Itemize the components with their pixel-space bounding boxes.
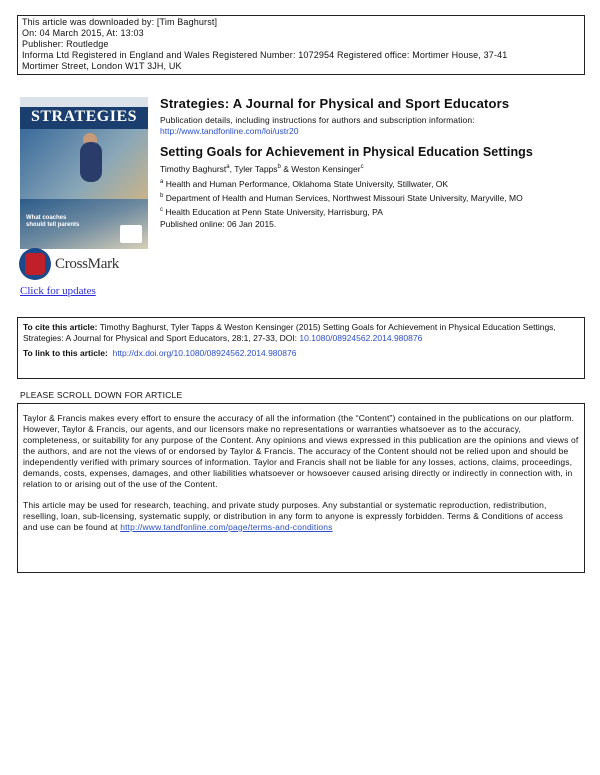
journal-name: Strategies: A Journal for Physical and Sport Educators: [160, 96, 510, 111]
affil-text: Health Education at Penn State University, Harrisburg, PA: [165, 207, 383, 217]
cover-person-body: [80, 142, 102, 182]
published-date: Published online: 06 Jan 2015.: [160, 219, 277, 229]
affiliation: [160, 179, 448, 189]
affil-marker: c: [160, 207, 163, 214]
cite-label: To cite this article:: [23, 322, 98, 332]
cover-blurb: What coaches should tell parents: [26, 215, 80, 228]
terms-paragraph: [23, 500, 579, 533]
author-name: Timothy Baghurst: [160, 164, 227, 174]
author-separator: ,: [229, 164, 235, 174]
click-for-updates-link[interactable]: Click for updates: [20, 285, 96, 297]
journal-url-link[interactable]: http://www.tandfonline.com/loi/ustr20: [160, 126, 299, 136]
author-list: [160, 164, 364, 174]
downloaded-by: This article was downloaded by: [Tim Baghurst]: [22, 17, 218, 27]
citation-box: [17, 317, 585, 379]
doi-link[interactable]: 10.1080/08924562.2014.980876: [299, 333, 423, 343]
article-title: Setting Goals for Achievement in Physical Education Settings: [160, 145, 533, 159]
disclaimer-box: [17, 403, 585, 573]
crossmark-icon: [19, 248, 51, 280]
download-date: On: 04 March 2015, At: 13:03: [22, 28, 144, 38]
affil-text: Department of Health and Human Services, Northwest Missouri State University, Maryville, MO: [165, 193, 523, 203]
publisher-address: Mortimer Street, London W1T 3JH, UK: [22, 61, 182, 71]
cite-text: Timothy Baghurst, Tyler Tapps & Weston Kensinger (2015) Setting Goals for Achievement in Physical Education Settings, Strategies: A Journal for Physical and Sport Educators, 28:1, 27-33, DOI:: [23, 322, 556, 343]
author-affil-marker: b: [277, 164, 281, 171]
terms-text: This article may be used for research, teaching, and private study purposes. Any substantial or systematic reproduction, redistribution, reselling, loan, sub-licensing, systematic supply, or distribution in any form to anyone is expressly forbidden. Terms & Conditions of access and use can be found at: [23, 500, 564, 532]
affiliation: [160, 193, 523, 203]
article-url-link[interactable]: http://dx.doi.org/10.1080/08924562.2014.980876: [112, 348, 297, 358]
affil-text: Health and Human Performance, Oklahoma State University, Stillwater, OK: [165, 179, 449, 189]
download-info-box: [17, 15, 585, 75]
cover-logo: [120, 225, 142, 243]
crossmark-label: CrossMark: [55, 256, 119, 272]
crossmark-badge[interactable]: [19, 248, 137, 282]
link-label: To link to this article:: [23, 348, 108, 358]
disclaimer-paragraph: Taylor & Francis makes every effort to ensure the accuracy of all the information (the “Content”) contained in the publications on our platform. However, Taylor & Francis, our agents, and our licensors make no representations or warranties whatsoever as to the accuracy, completeness, or suitability for any purpose of the Content. Any opinions and views expressed in this publication are the opinions and views of the authors, and are not the views of or endorsed by Taylor & Francis. The accuracy of the Content should not be relied upon and should be independently verified with primary sources of information. Taylor and Francis shall not be liable for any losses, actions, claims, proceedings, demands, costs, expenses, damages, and other liabilities whatsoever or howsoever caused arising directly or indirectly in connection with, in relation to or arising out of the use of the Content.: [23, 413, 579, 489]
affil-marker: b: [160, 193, 164, 200]
author-separator: &: [280, 164, 292, 174]
scroll-notice: PLEASE SCROLL DOWN FOR ARTICLE: [20, 390, 183, 400]
terms-link[interactable]: http://www.tandfonline.com/page/terms-and-conditions: [120, 522, 333, 532]
affiliation: [160, 207, 383, 217]
author-affil-marker: c: [360, 164, 364, 171]
publisher: Publisher: Routledge: [22, 39, 109, 49]
cover-title: STRATEGIES: [30, 108, 138, 125]
author-affil-marker: a: [226, 164, 230, 171]
publication-details: Publication details, including instructions for authors and subscription information:: [160, 115, 475, 125]
article-link-row: [23, 348, 579, 359]
cover-top-strip: [20, 97, 148, 107]
citation: [23, 322, 579, 344]
author-name: Tyler Tapps: [234, 164, 278, 174]
registered-office: Informa Ltd Registered in England and Wales Registered Number: 1072954 Registered office: Mortimer House, 37-41: [22, 50, 508, 60]
author-name: Weston Kensinger: [291, 164, 361, 174]
affil-marker: a: [160, 179, 164, 186]
journal-cover-image: [20, 97, 148, 249]
